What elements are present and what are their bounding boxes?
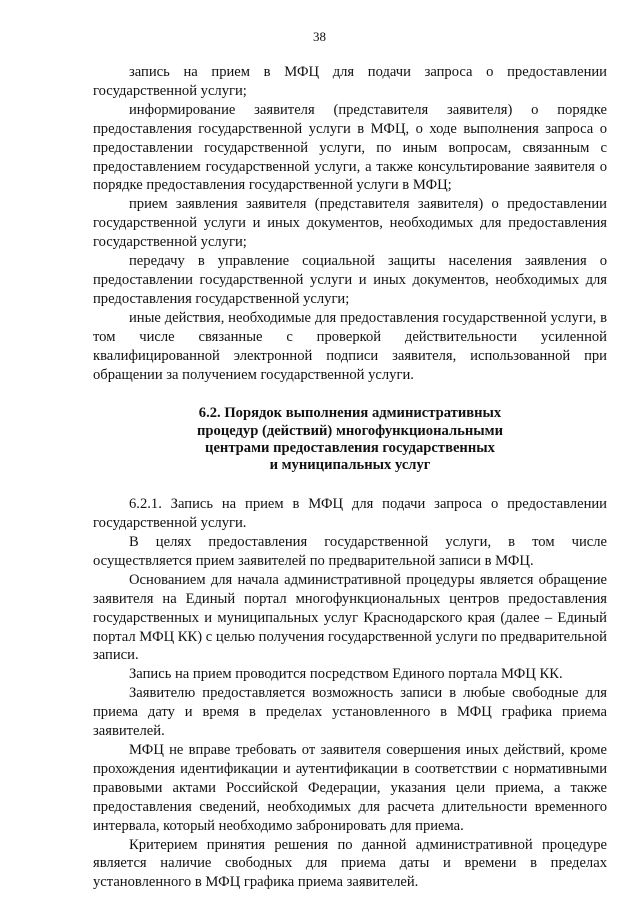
paragraph-application-intake: прием заявления заявителя (представителя заявителя) о предоставлении государственной услуги и иных документов, необходимых для предоставления государственной услуги;	[93, 196, 607, 251]
paragraph-transfer: передачу в управление социальной защиты населения заявления о предоставлении государственной услуги и иных документов, необходимых для предоставления государственной услуги;	[93, 253, 607, 307]
paragraph-6-2-1: 6.2.1. Запись на прием в МФЦ для подачи запроса о предоставлении государственной услуги.	[93, 496, 607, 532]
page-number: 38	[313, 29, 326, 44]
paragraph-grounds: Основанием для начала административной процедуры является обращение заявителя на Единый портал многофункциональных центров предоставления государственных и муниципальных услуг Краснодарского края (далее – Единый портал МФЦ КК) с целью получения государственной услуги по предварительной записи.	[93, 571, 607, 664]
paragraph-portal: Запись на прием проводится посредством Единого портала МФЦ КК.	[129, 666, 563, 683]
document-body	[93, 63, 607, 892]
paragraph-criterion: Критерием принятия решения по данной административной процедуре является наличие свободных для приема даты и времени в пределах установленного в МФЦ графика приема заявителей.	[93, 836, 607, 891]
paragraph-restrictions: МФЦ не вправе требовать от заявителя совершения иных действий, кроме прохождения идентификации и аутентификации в соответствии с нормативными правовыми актами Российской Федерации, указания цели приема, а также предоставления сведений, необходимых для расчета длительности временного интервала, который необходимо забронировать для приема.	[93, 742, 607, 834]
section-heading	[93, 405, 607, 474]
section-heading-line: и муниципальных услуг	[269, 457, 431, 474]
paragraph-other-actions: иные действия, необходимые для предоставления государственной услуги, в том числе связанные с проверкой действительности усиленной квалифицированной электронной подписи заявителя, использованной при обращении за получением государственной услуги.	[93, 309, 607, 383]
paragraph-appointment: запись на прием в МФЦ для подачи запроса о предоставлении государственной услуги;	[93, 64, 607, 99]
paragraph-informing: информирование заявителя (представителя заявителя) о порядке предоставления государственной услуги в МФЦ, о ходе выполнения запроса о предоставлении государственной услуги, по иным вопросам, связанным с предоставлением государственной услуги, а также консультирование заявителя о порядке предоставления государственной услуги в МФЦ;	[93, 101, 607, 194]
section-heading-line: центрами предоставления государственных	[205, 439, 495, 456]
paragraph-pre-registration: В целях предоставления государственной услуги, в том числе осуществляется прием заявителей по предварительной записи в МФЦ.	[93, 534, 607, 569]
section-heading-line: процедур (действий) многофункциональными	[197, 422, 503, 439]
section-heading-line: 6.2. Порядок выполнения административных	[198, 405, 502, 422]
paragraph-free-slots: Заявителю предоставляется возможность записи в любые свободные для приема дату и время в пределах установленного в МФЦ графика приема заявителей.	[93, 685, 607, 740]
